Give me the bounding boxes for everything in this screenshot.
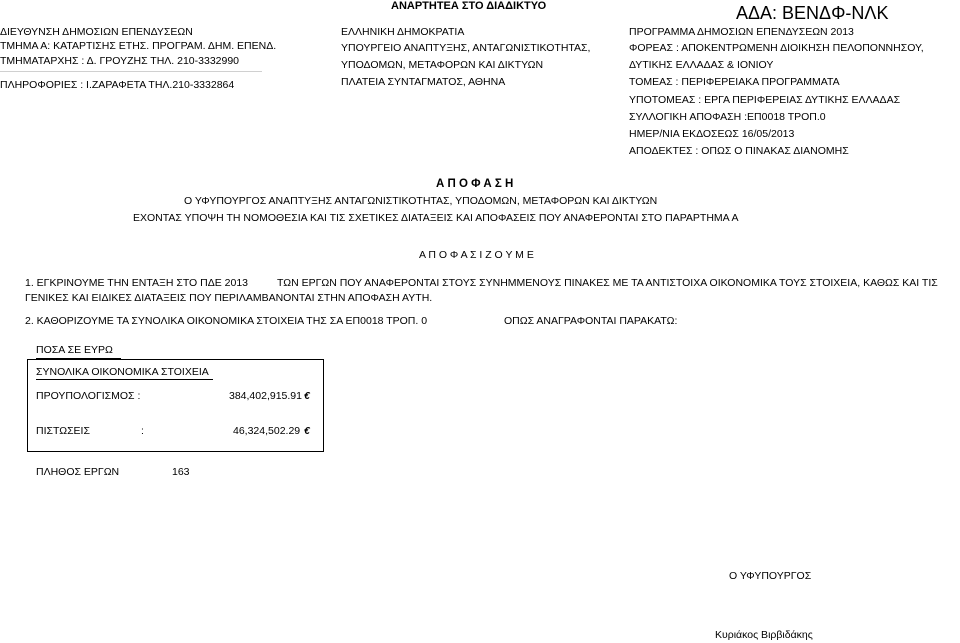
left-header-line-4: ΠΛΗΡΟΦΟΡΙΕΣ : Ι.ΖΑΡΑΦΕΤΑ ΤΗΛ.210-3332864 bbox=[0, 79, 235, 91]
item-1-line-2: ΓΕΝΙΚΕΣ ΚΑΙ ΕΙΔΙΚΕΣ ΔΙΑΤΑΞΕΙΣ ΠΟΥ ΠΕΡΙΛΑΜΒΑΝΟΝΤΑΙ ΣΤΗΝ ΑΠΟΦΑΣΗ ΑΥΤΗ. bbox=[25, 292, 433, 304]
online-posting-banner: ΑΝΑΡΤΗΤΕΑ ΣΤΟ ΔΙΑΔΙΚΤΥΟ bbox=[391, 0, 547, 12]
right-header-line-6: ΣΥΛΛΟΓΙΚΗ ΑΠΟΦΑΣΗ :ΕΠ0018 ΤΡΟΠ.0 bbox=[629, 111, 826, 123]
signature-name: Κυριάκος Βιρβιδάκης bbox=[715, 629, 813, 641]
center-header-line-2: ΥΠΟΥΡΓΕΙΟ ΑΝΑΠΤΥΞΗΣ, ΑΝΤΑΓΩΝΙΣΤΙΚΟΤΗΤΑΣ, bbox=[341, 42, 591, 54]
decision-title: Α Π Ο Φ Α Σ Η bbox=[436, 178, 514, 190]
right-header-line-5: ΥΠΟΤΟΜΕΑΣ : ΕΡΓΑ ΠΕΡΙΦΕΡΕΙΑΣ ΔΥΤΙΚΗΣ ΕΛΛΑΔΑΣ bbox=[629, 94, 901, 106]
left-header-line-2: ΤΜΗΜΑ Α: ΚΑΤΑΡΤΙΣΗΣ ΕΤΗΣ. ΠΡΟΓΡΑΜ. ΔΗΜ. ΕΠΕΝΔ. bbox=[0, 40, 277, 52]
right-header-line-1: ΠΡΟΓΡΑΜΜΑ ΔΗΜΟΣΙΩΝ ΕΠΕΝΔΥΣΕΩΝ 2013 bbox=[629, 26, 854, 38]
credits-colon: : bbox=[141, 425, 144, 437]
projects-count-label: ΠΛΗΘΟΣ ΕΡΓΩΝ bbox=[36, 466, 120, 478]
amounts-in-euro-label: ΠΟΣΑ ΣΕ ΕΥΡΩ bbox=[36, 344, 113, 356]
budget-label: ΠΡΟΥΠΟΛΟΓΙΣΜΟΣ : bbox=[36, 390, 141, 402]
projects-count-value: 163 bbox=[172, 466, 190, 478]
ada-code: ΑΔΑ: ΒΕΝΔΦ-ΝΛΚ bbox=[736, 3, 889, 23]
signature-role: Ο ΥΦΥΠΟΥΡΓΟΣ bbox=[729, 570, 812, 582]
item-1-part-2: ΤΩΝ ΕΡΓΩΝ ΠΟΥ ΑΝΑΦΕΡΟΝΤΑΙ ΣΤΟΥΣ ΣΥΝΗΜΜΕΝΟΥΣ ΠΙΝΑΚΕΣ ΜΕ ΤΑ ΑΝΤΙΣΤΟΙΧΑ ΟΙΚΟΝΟΜΙΚΑ ΤΟΥΣ ΣΤΟΙΧΕΙΑ, ΚΑΘΩΣ ΚΑΙ ΤΙΣ bbox=[277, 277, 938, 289]
totals-label-underline bbox=[36, 379, 213, 380]
left-header-line-3: ΤΜΗΜΑΤΑΡΧΗΣ : Δ. ΓΡΟΥΖΗΣ ΤΗΛ. 210-3332990 bbox=[0, 55, 240, 67]
credits-euro-icon: € bbox=[304, 425, 310, 437]
considering-line: ΕΧΟΝΤΑΣ ΥΠΟΨΗ ΤΗ ΝΟΜΟΘΕΣΙΑ ΚΑΙ ΤΙΣ ΣΧΕΤΙΚΕΣ ΔΙΑΤΑΞΕΙΣ ΚΑΙ ΑΠΟΦΑΣΕΙΣ ΠΟΥ ΑΝΑΦΕΡΟΝΤΑΙ ΣΤΟ ΠΑΡΑΡΤΗΜΑ Α bbox=[133, 212, 739, 224]
minister-line: Ο ΥΦΥΠΟΥΡΓΟΣ ΑΝΑΠΤΥΞΗΣ ΑΝΤΑΓΩΝΙΣΤΙΚΟΤΗΤΑΣ, ΥΠΟΔΟΜΩΝ, ΜΕΤΑΦΟΡΩΝ ΚΑΙ ΔΙΚΤΥΩΝ bbox=[184, 195, 658, 207]
budget-euro-icon: € bbox=[304, 390, 310, 402]
right-header-line-7: ΗΜΕΡ/ΝΙΑ ΕΚΔΟΣΕΩΣ 16/05/2013 bbox=[629, 128, 795, 140]
budget-value: 384,402,915.91 bbox=[229, 390, 302, 402]
right-header-line-2: ΦΟΡΕΑΣ : ΑΠΟΚΕΝΤΡΩΜΕΝΗ ΔΙΟΙΚΗΣΗ ΠΕΛΟΠΟΝΝΗΣΟΥ, bbox=[629, 42, 924, 54]
center-header-line-4: ΠΛΑΤΕΙΑ ΣΥΝΤΑΓΜΑΤΟΣ, ΑΘΗΝΑ bbox=[341, 76, 506, 88]
totals-label: ΣΥΝΟΛΙΚΑ ΟΙΚΟΝΟΜΙΚΑ ΣΤΟΙΧΕΙΑ bbox=[36, 366, 209, 378]
left-header-separator bbox=[0, 71, 262, 72]
credits-value: 46,324,502.29 bbox=[233, 425, 301, 437]
item-2-part-2: ΟΠΩΣ ΑΝΑΓΡΑΦΟΝΤΑΙ ΠΑΡΑΚΑΤΩ: bbox=[504, 315, 678, 327]
credits-label: ΠΙΣΤΩΣΕΙΣ bbox=[36, 425, 90, 437]
right-header-line-8: ΑΠΟΔΕΚΤΕΣ : ΟΠΩΣ Ο ΠΙΝΑΚΑΣ ΔΙΑΝΟΜΗΣ bbox=[629, 145, 849, 157]
right-header-line-4: ΤΟΜΕΑΣ : ΠΕΡΙΦΕΡΕΙΑΚΑ ΠΡΟΓΡΑΜΜΑΤΑ bbox=[629, 76, 840, 88]
we-decide-heading: Α Π Ο Φ Α Σ Ι Ζ Ο Υ Μ Ε bbox=[419, 249, 534, 261]
left-header-line-1: ΔΙΕΥΘΥΝΣΗ ΔΗΜΟΣΙΩΝ ΕΠΕΝΔΥΣΕΩΝ bbox=[0, 26, 193, 38]
item-2-part-1: 2. ΚΑΘΟΡΙΖΟΥΜΕ ΤΑ ΣΥΝΟΛΙΚΑ ΟΙΚΟΝΟΜΙΚΑ ΣΤΟΙΧΕΙΑ ΤΗΣ ΣΑ ΕΠ0018 ΤΡΟΠ. 0 bbox=[25, 315, 428, 327]
center-header-line-3: ΥΠΟΔΟΜΩΝ, ΜΕΤΑΦΟΡΩΝ ΚΑΙ ΔΙΚΤΥΩΝ bbox=[341, 59, 544, 71]
center-header-line-1: ΕΛΛΗΝΙΚΗ ΔΗΜΟΚΡΑΤΙΑ bbox=[341, 26, 465, 38]
right-header-line-3: ΔΥΤΙΚΗΣ ΕΛΛΑΔΑΣ & ΙΟΝΙΟΥ bbox=[629, 59, 774, 71]
item-1-part-1: 1. ΕΓΚΡΙΝΟΥΜΕ ΤΗΝ ΕΝΤΑΞΗ ΣΤΟ ΠΔΕ 2013 bbox=[25, 277, 248, 289]
